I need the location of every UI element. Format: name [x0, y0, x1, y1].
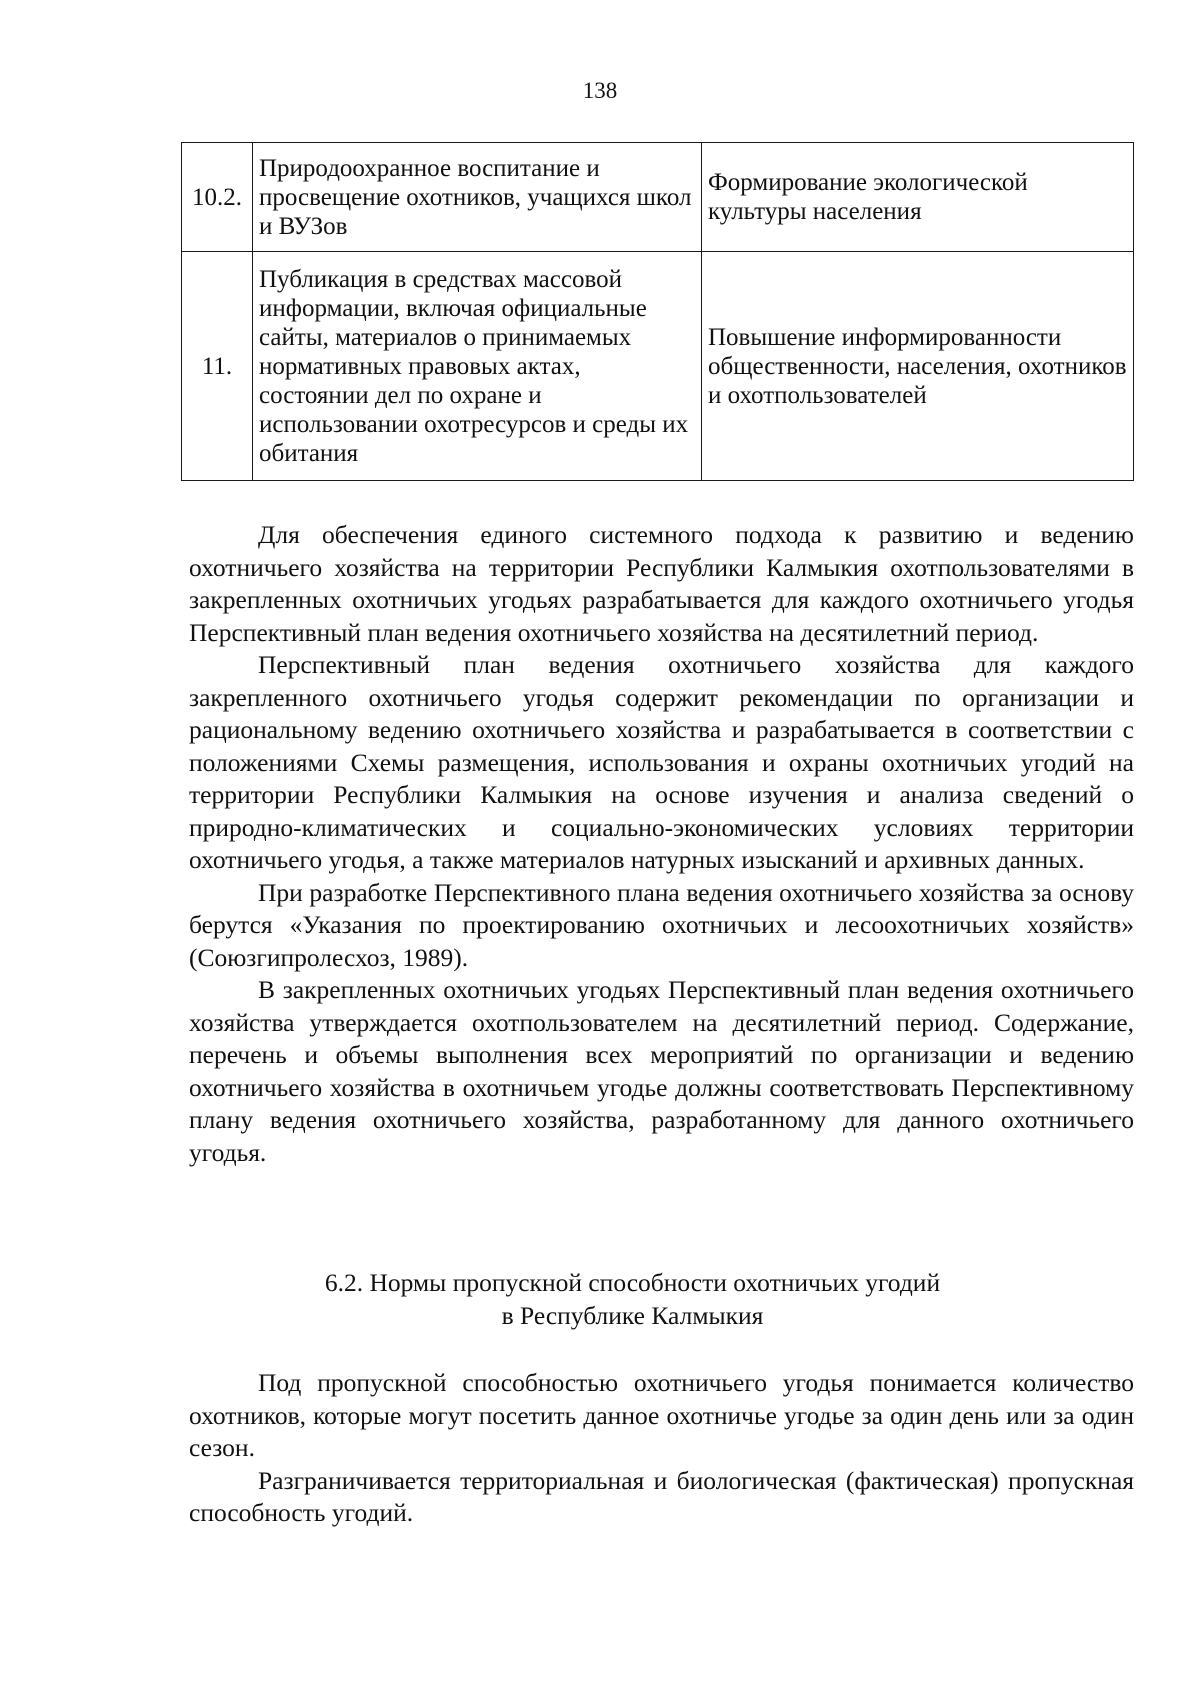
row-number: 10.2.	[182, 143, 253, 252]
section-heading-line: 6.2. Нормы пропускной способности охотничьих угодий	[324, 1268, 941, 1297]
measure-cell: Природоохранное воспитание и просвещение охотников, учащихся школ и ВУЗов	[253, 143, 702, 252]
section-heading-line: в Республике Калмыкия	[501, 1301, 764, 1330]
paragraph: Разграничивается территориальная и биологическая (фактическая) пропускная способность угодий.	[189, 1465, 1134, 1527]
paragraph: Перспективный план ведения охотничьего хозяйства для каждого закрепленного охотничьего угодья содержит рекомендации по организации и рациональному ведению охотничьего хозяйства и разрабатывается в соответствии с положениями Схемы размещения, использования и охраны охотничьих угодий на территории Республики Калмыкия на основе изучения и анализа сведений о природно-климатических и социально-экономических условиях территории охотничьего угодья, а также материалов натурных изысканий и архивных данных.	[189, 650, 1134, 874]
result-cell: Формирование экологической культуры населения	[702, 143, 1134, 252]
table-row	[182, 143, 1134, 252]
page-number: 138	[582, 78, 618, 103]
measure-cell: Публикация в средствах массовой информации, включая официальные сайты, материалов о принимаемых нормативных правовых актах, состоянии дел по охране и использовании охотресурсов и среды их обитания	[253, 252, 702, 481]
measures-table	[181, 142, 1134, 481]
paragraph: Для обеспечения единого системного подхода к развитию и ведению охотничьего хозяйства на территории Республики Калмыкия охотпользователями в закрепленных охотничьих угодьях разрабатывается для каждого охотничьего угодья Перспективный план ведения охотничьего хозяйства на десятилетний период.	[189, 520, 1134, 647]
table-row	[182, 252, 1134, 481]
section-heading	[0, 1266, 1200, 1332]
paragraph: При разработке Перспективного плана ведения охотничьего хозяйства за основу берутся «Указания по проектированию охотничьих и лесоохотничьих хозяйств» (Союзгипролесхоз, 1989).	[189, 877, 1134, 972]
paragraph: В закрепленных охотничьих угодьях Перспективный план ведения охотничьего хозяйства утверждается охотпользователем на десятилетний период. Содержание, перечень и объемы выполнения всех мероприятий по организации и ведению охотничьего хозяйства в охотничьем угодье должны соответствовать Перспективному плану ведения охотничьего хозяйства, разработанному для данного охотничьего угодья.	[189, 975, 1134, 1167]
paragraph: Под пропускной способностью охотничьего угодья понимается количество охотников, которые могут посетить данное охотничье угодье за один день или за один сезон.	[189, 1368, 1134, 1462]
row-number: 11.	[182, 252, 253, 481]
body-text-block	[189, 519, 1134, 1169]
body-text-block	[189, 1367, 1134, 1530]
result-cell: Повышение информированности общественности, населения, охотников и охотпользователей	[702, 252, 1134, 481]
